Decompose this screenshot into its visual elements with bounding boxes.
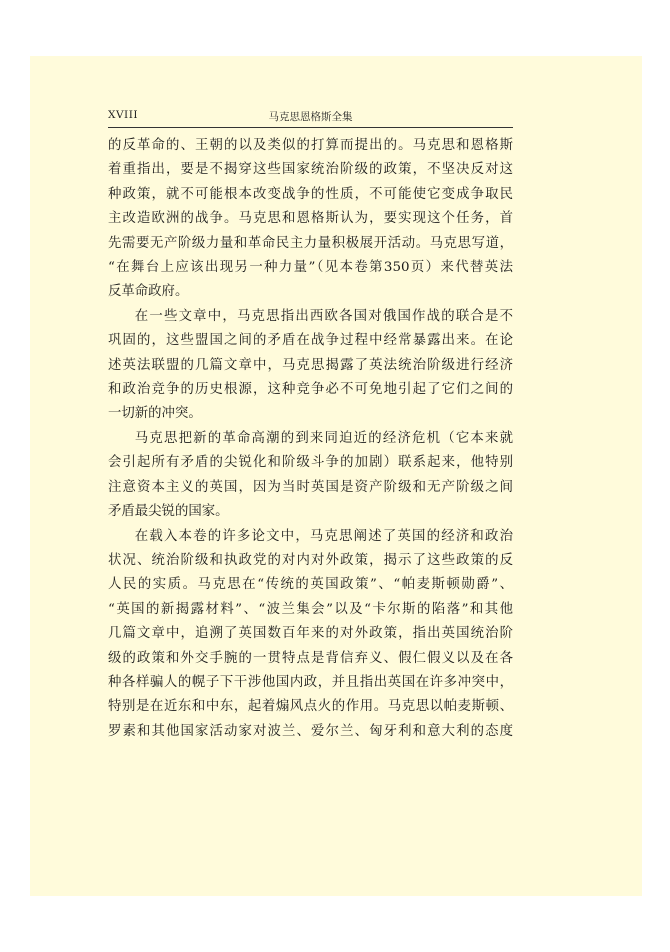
text-line: 人民的实质。马克思在“传统的英国政策”、“帕麦斯顿勋爵”、 (108, 577, 513, 593)
text-line: 特别是在近东和中东，起着煽风点火的作用。马克思以帕麦斯顿、 (108, 699, 513, 715)
text-line: 矛盾最尖锐的国家。 (108, 504, 229, 520)
text-line: 种政策，就不可能根本改变战争的性质，不可能使它变成争取民 (108, 186, 513, 202)
text-line: 巩固的，这些盟国之间的矛盾在战争过程中经常暴露出来。在论 (108, 333, 513, 349)
text-line: 罗素和其他国家活动家对波兰、爱尔兰、匈牙利和意大利的态度 (108, 723, 513, 739)
running-header (108, 107, 513, 128)
page-number: XVIII (108, 109, 139, 121)
text-line: 马克思把新的革命高潮的到来同迫近的经济危机（它本来就 (134, 430, 513, 446)
text-line: 主改造欧洲的战争。马克思和恩格斯认为，要实现这个任务，首 (108, 211, 513, 227)
text-line: 一切新的冲突。 (108, 406, 202, 422)
text-line: 状况、统治阶级和执政党的对内对外政策，揭示了这些政策的反 (108, 552, 513, 568)
text-line: 会引起所有矛盾的尖锐化和阶级斗争的加剧）联系起来，他特别 (108, 455, 513, 471)
text-line: 在一些文章中，马克思指出西欧各国对俄国作战的联合是不 (134, 308, 513, 324)
text-line: 种各样骗人的幌子下干涉他国内政，并且指出英国在许多冲突中， (108, 674, 513, 690)
text-line: 和政治竞争的历史根源，这种竞争必不可免地引起了它们之间的 (108, 382, 513, 398)
text-line: 级的政策和外交手腕的一贯特点是背信弃义、假仁假义以及在各 (108, 650, 513, 666)
text-line: “在舞台上应该出现另一种力量”（见本卷第350页）来代替英法 (108, 260, 513, 276)
body-text (108, 134, 513, 744)
text-line: 反革命政府。 (108, 284, 189, 300)
book-title: 马克思恩格斯全集 (268, 111, 353, 123)
text-line: 几篇文章中，追溯了英国数百年来的对外政策，指出英国统治阶 (108, 626, 513, 642)
text-line: “英国的新揭露材料”、“波兰集会”以及“卡尔斯的陷落”和其他 (108, 601, 513, 617)
text-line: 在载入本卷的许多论文中，马克思阐述了英国的经济和政治 (134, 528, 513, 544)
text-line: 先需要无产阶级力量和革命民主力量积极展开活动。马克思写道， (108, 235, 513, 251)
text-line: 着重指出，要是不揭穿这些国家统治阶级的政策，不坚决反对这 (108, 162, 513, 178)
text-line: 注意资本主义的英国，因为当时英国是资产阶级和无产阶级之间 (108, 479, 513, 495)
text-line: 述英法联盟的几篇文章中，马克思揭露了英法统治阶级进行经济 (108, 357, 513, 373)
text-line: 的反革命的、王朝的以及类似的打算而提出的。马克思和恩格斯 (108, 138, 513, 153)
